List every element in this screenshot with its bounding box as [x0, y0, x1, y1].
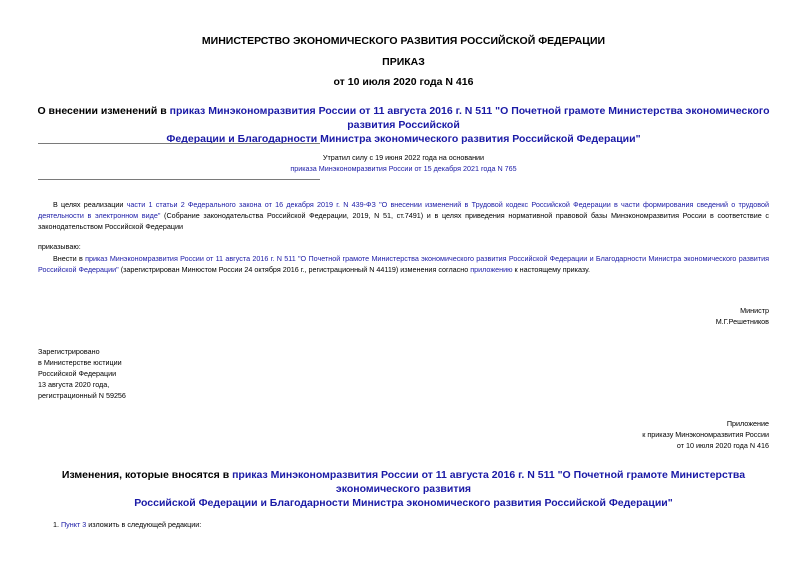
status-link[interactable]: приказа Минэкономразвития России от 15 декабря 2021 года N 765	[290, 164, 517, 173]
divider-bottom	[38, 179, 320, 180]
p2-start: Внести в	[53, 254, 86, 263]
p2-end: к настоящему приказу.	[512, 265, 590, 274]
paragraph-2	[38, 253, 769, 275]
registration-line1: Зарегистрировано	[38, 347, 100, 356]
item1-rest: изложить в следующей редакции:	[86, 520, 202, 529]
appendix-line3: от 10 июля 2020 года N 416	[676, 441, 769, 450]
p2-appendix-link[interactable]: приложению	[470, 265, 513, 274]
registration-line4: 13 августа 2020 года,	[38, 380, 110, 389]
document-title	[30, 104, 777, 146]
appendix-reference	[642, 418, 769, 451]
registration-line2: в Министерстве юстиции	[38, 358, 122, 367]
item1-num: 1.	[53, 520, 61, 529]
title-prefix: О внесении изменений в	[37, 105, 170, 117]
doc-date-number: от 10 июля 2020 года N 416	[333, 76, 474, 88]
registration-block	[38, 346, 126, 401]
signature-block	[716, 305, 769, 327]
p1-law-link[interactable]: части 1 статьи 2 Федерального закона от 16 декабря 2019 г. N 439-ФЗ "О внесении изменений в Трудовой кодекс Российской Федерации в части формирования сведений о трудовой деятельности в электронном виде"	[38, 200, 769, 220]
changes-link-line2[interactable]: Российской Федерации и Благодарности Министра экономического развития Российской Федерации"	[134, 497, 673, 509]
doc-type-heading: ПРИКАЗ	[382, 56, 425, 68]
p2-mid: (зарегистрирован Минюстом России 24 октября 2016 г., регистрационный N 44119) изменения согласно	[118, 265, 471, 274]
p2-order-link[interactable]: приказ Минэкономразвития России от 11 августа 2016 г. N 511 "О Почетной грамоте Министерства экономического развития Российской Федерации и Благодарности Министра экономического развития Российской Федерации"	[38, 254, 769, 274]
registration-line5: регистрационный N 59256	[38, 391, 126, 400]
status-line1: Утратил силу с 19 июня 2022 года на основании	[322, 153, 485, 162]
paragraph-1	[38, 199, 769, 232]
appendix-line2: к приказу Минэкономразвития России	[642, 430, 769, 439]
appendix-line1: Приложение	[726, 419, 769, 428]
signature-name: М.Г.Решетников	[715, 317, 769, 326]
changes-prefix: Изменения, которые вносятся в	[61, 469, 233, 481]
divider-top	[38, 143, 320, 144]
order-word: приказываю:	[38, 242, 81, 251]
changes-title	[30, 468, 777, 510]
item1-link[interactable]: Пункт 3	[61, 520, 87, 529]
signature-position: Министр	[740, 306, 769, 315]
ministry-heading: МИНИСТЕРСТВО ЭКОНОМИЧЕСКОГО РАЗВИТИЯ РОССИЙСКОЙ ФЕДЕРАЦИИ	[201, 35, 606, 47]
p1-rest: (Собрание законодательства Российской Федерации, 2019, N 51, ст.7491) и в целях приведения нормативной правовой базы Минэкономразвития России в соответствие с законодательством Российской Федерации	[38, 211, 769, 231]
registration-line3: Российской Федерации	[38, 369, 117, 378]
changes-link-line1[interactable]: приказ Минэкономразвития России от 11 августа 2016 г. N 511 "О Почетной грамоте Министерства экономического развития	[232, 469, 746, 495]
title-link-line2[interactable]: Федерации и Благодарности Министра экономического развития Российской Федерации"	[166, 133, 641, 145]
p1-start: В целях реализации	[53, 200, 127, 209]
title-link-line1[interactable]: приказ Минэкономразвития России от 11 августа 2016 г. N 511 "О Почетной грамоте Министерства экономического развития Российской	[169, 105, 770, 131]
item-1	[53, 519, 201, 530]
